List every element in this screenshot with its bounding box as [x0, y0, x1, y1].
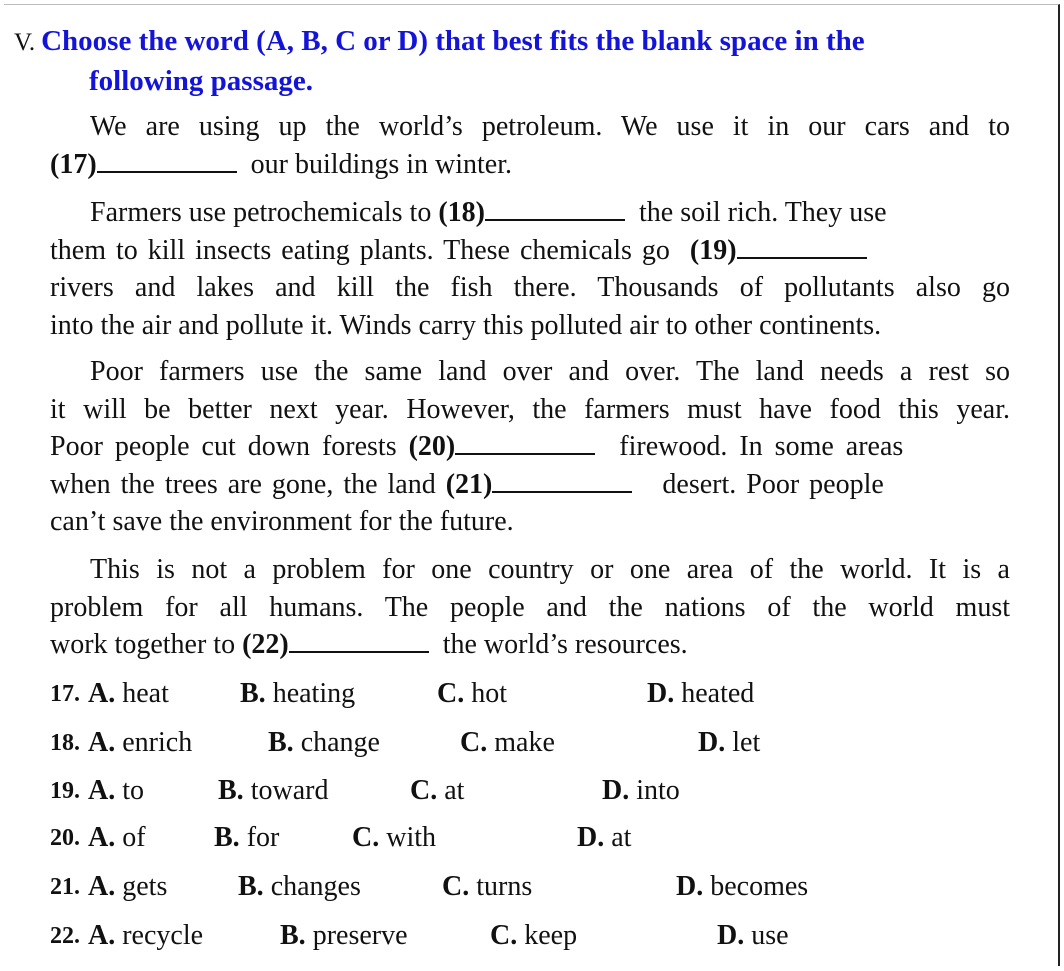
option-letter: C. — [437, 678, 465, 709]
passage-paragraph-1 — [50, 108, 1010, 183]
option-text: keep — [524, 920, 578, 951]
passage-paragraph-2 — [50, 194, 1010, 344]
option-letter: D. — [698, 727, 726, 758]
passage-line — [50, 626, 1010, 664]
option-letter: C. — [490, 920, 518, 951]
question-number: 22. — [50, 923, 80, 949]
passage-text: desert. Poor people — [662, 468, 884, 500]
passage-line: Poor farmers use the same land over and over. The land needs a rest so — [90, 356, 1010, 387]
passage-text: when the trees are gone, the land — [50, 468, 436, 500]
question-number: 18. — [50, 730, 80, 756]
blank-number-17: (17) — [50, 148, 97, 180]
option-letter: B. — [214, 822, 240, 853]
passage-line: can’t save the environment for the future. — [50, 506, 514, 537]
blank-20 — [455, 431, 595, 455]
option-letter: D. — [602, 775, 630, 806]
option-b[interactable] — [214, 820, 279, 856]
passage-text: work together to — [50, 629, 236, 660]
option-c[interactable] — [442, 869, 532, 905]
option-letter: B. — [240, 678, 266, 709]
passage-paragraph-3 — [50, 353, 1010, 541]
option-a[interactable] — [88, 869, 167, 905]
blank-number-22: (22) — [242, 629, 289, 660]
option-letter: C. — [460, 727, 488, 758]
option-letter: A. — [88, 920, 116, 951]
option-b[interactable] — [268, 725, 380, 761]
option-b[interactable] — [280, 918, 408, 954]
question-number: 20. — [50, 825, 80, 851]
option-d[interactable] — [647, 676, 754, 712]
passage-line: into the air and pollute it. Winds carry this polluted air to other continents. — [50, 309, 882, 341]
option-d[interactable] — [698, 725, 760, 761]
option-a[interactable] — [88, 773, 144, 809]
question-row-19 — [50, 773, 1050, 809]
passage-line: We are using up the world’s petroleum. We use it in our cars and to — [90, 111, 1010, 142]
passage-line: it will be better next year. However, the farmers must have food this year. — [50, 393, 1010, 425]
section-title-line2: following passage. — [89, 65, 313, 97]
option-letter: A. — [88, 727, 116, 758]
passage-text: the world’s resources. — [442, 629, 688, 660]
option-letter: C. — [410, 775, 438, 806]
option-text: becomes — [710, 871, 809, 902]
blank-18 — [485, 197, 625, 221]
option-text: of — [122, 822, 146, 853]
option-letter: A. — [88, 871, 116, 902]
option-a[interactable] — [88, 820, 146, 856]
option-text: toward — [250, 775, 329, 806]
option-text: gets — [122, 871, 168, 902]
option-text: let — [732, 727, 761, 758]
passage-text: Farmers use petrochemicals to — [90, 197, 432, 228]
question-number: 17. — [50, 681, 80, 707]
option-c[interactable] — [437, 676, 507, 712]
blank-17 — [97, 149, 237, 173]
passage-text: them to kill insects eating plants. These chemicals go — [50, 234, 670, 266]
option-text: turns — [476, 871, 533, 902]
passage-line — [50, 466, 1010, 504]
passage-text: firewood. In some areas — [619, 431, 904, 462]
option-text: at — [444, 775, 465, 806]
option-letter: B. — [218, 775, 244, 806]
option-b[interactable] — [238, 869, 361, 905]
option-letter: D. — [717, 920, 745, 951]
option-letter: D. — [676, 871, 704, 902]
option-text: for — [246, 822, 280, 853]
blank-21 — [492, 469, 632, 493]
option-d[interactable] — [676, 869, 808, 905]
passage-line — [50, 194, 1010, 232]
option-letter: B. — [268, 727, 294, 758]
option-letter: A. — [88, 775, 116, 806]
question-row-22 — [50, 918, 1050, 954]
passage-line — [50, 428, 1010, 466]
option-text: recycle — [122, 920, 204, 951]
option-text: heated — [681, 678, 755, 709]
option-c[interactable] — [410, 773, 464, 809]
passage-line — [50, 146, 1010, 184]
option-c[interactable] — [490, 918, 577, 954]
option-letter: A. — [88, 678, 116, 709]
section-title-line1: Choose the word (A, B, C or D) that best fits the blank space in the — [41, 25, 865, 57]
option-text: with — [386, 822, 437, 853]
question-row-18 — [50, 725, 1050, 761]
section-heading — [14, 22, 1014, 100]
option-a[interactable] — [88, 918, 203, 954]
passage-text: Poor people cut down forests — [50, 431, 397, 462]
option-text: at — [611, 822, 632, 853]
question-row-17 — [50, 676, 1050, 712]
option-a[interactable] — [88, 676, 169, 712]
option-text: hot — [471, 678, 508, 709]
blank-number-21: (21) — [445, 468, 493, 500]
section-number: V. — [14, 29, 36, 56]
option-text: make — [494, 727, 555, 758]
option-text: heat — [122, 678, 169, 709]
blank-number-18: (18) — [438, 197, 485, 228]
option-text: to — [122, 775, 145, 806]
option-c[interactable] — [460, 725, 555, 761]
option-letter: B. — [280, 920, 306, 951]
option-c[interactable] — [352, 820, 436, 856]
passage-line: problem for all humans. The people and the nations of the world must — [50, 591, 1010, 623]
option-letter: D. — [647, 678, 675, 709]
option-letter: C. — [442, 871, 470, 902]
option-d[interactable] — [577, 820, 631, 856]
blank-19 — [737, 235, 867, 259]
question-number: 21. — [50, 874, 80, 900]
question-row-21 — [50, 869, 1050, 905]
passage-line: rivers and lakes and kill the fish there. Thousands of pollutants also go — [50, 272, 1010, 303]
option-letter: D. — [577, 822, 605, 853]
option-text: into — [636, 775, 680, 806]
blank-22 — [289, 629, 429, 653]
passage-text: our buildings in winter. — [250, 148, 512, 180]
option-text: heating — [272, 678, 356, 709]
option-letter: A. — [88, 822, 116, 853]
option-letter: C. — [352, 822, 380, 853]
option-letter: B. — [238, 871, 264, 902]
option-d[interactable] — [602, 773, 680, 809]
option-d[interactable] — [717, 918, 789, 954]
option-text: changes — [270, 871, 361, 902]
blank-number-19: (19) — [689, 234, 737, 266]
option-a[interactable] — [88, 725, 192, 761]
passage-line — [50, 232, 1010, 270]
passage-text: the soil rich. They use — [639, 197, 887, 228]
option-b[interactable] — [240, 676, 355, 712]
question-number: 19. — [50, 778, 80, 804]
question-row-20 — [50, 820, 1050, 856]
option-text: preserve — [312, 920, 408, 951]
passage-paragraph-4 — [50, 551, 1010, 664]
blank-number-20: (20) — [408, 431, 456, 462]
option-text: change — [300, 727, 380, 758]
option-b[interactable] — [218, 773, 328, 809]
option-text: use — [751, 920, 789, 951]
option-text: enrich — [122, 727, 193, 758]
passage-line: This is not a problem for one country or one area of the world. It is a — [90, 554, 1010, 585]
